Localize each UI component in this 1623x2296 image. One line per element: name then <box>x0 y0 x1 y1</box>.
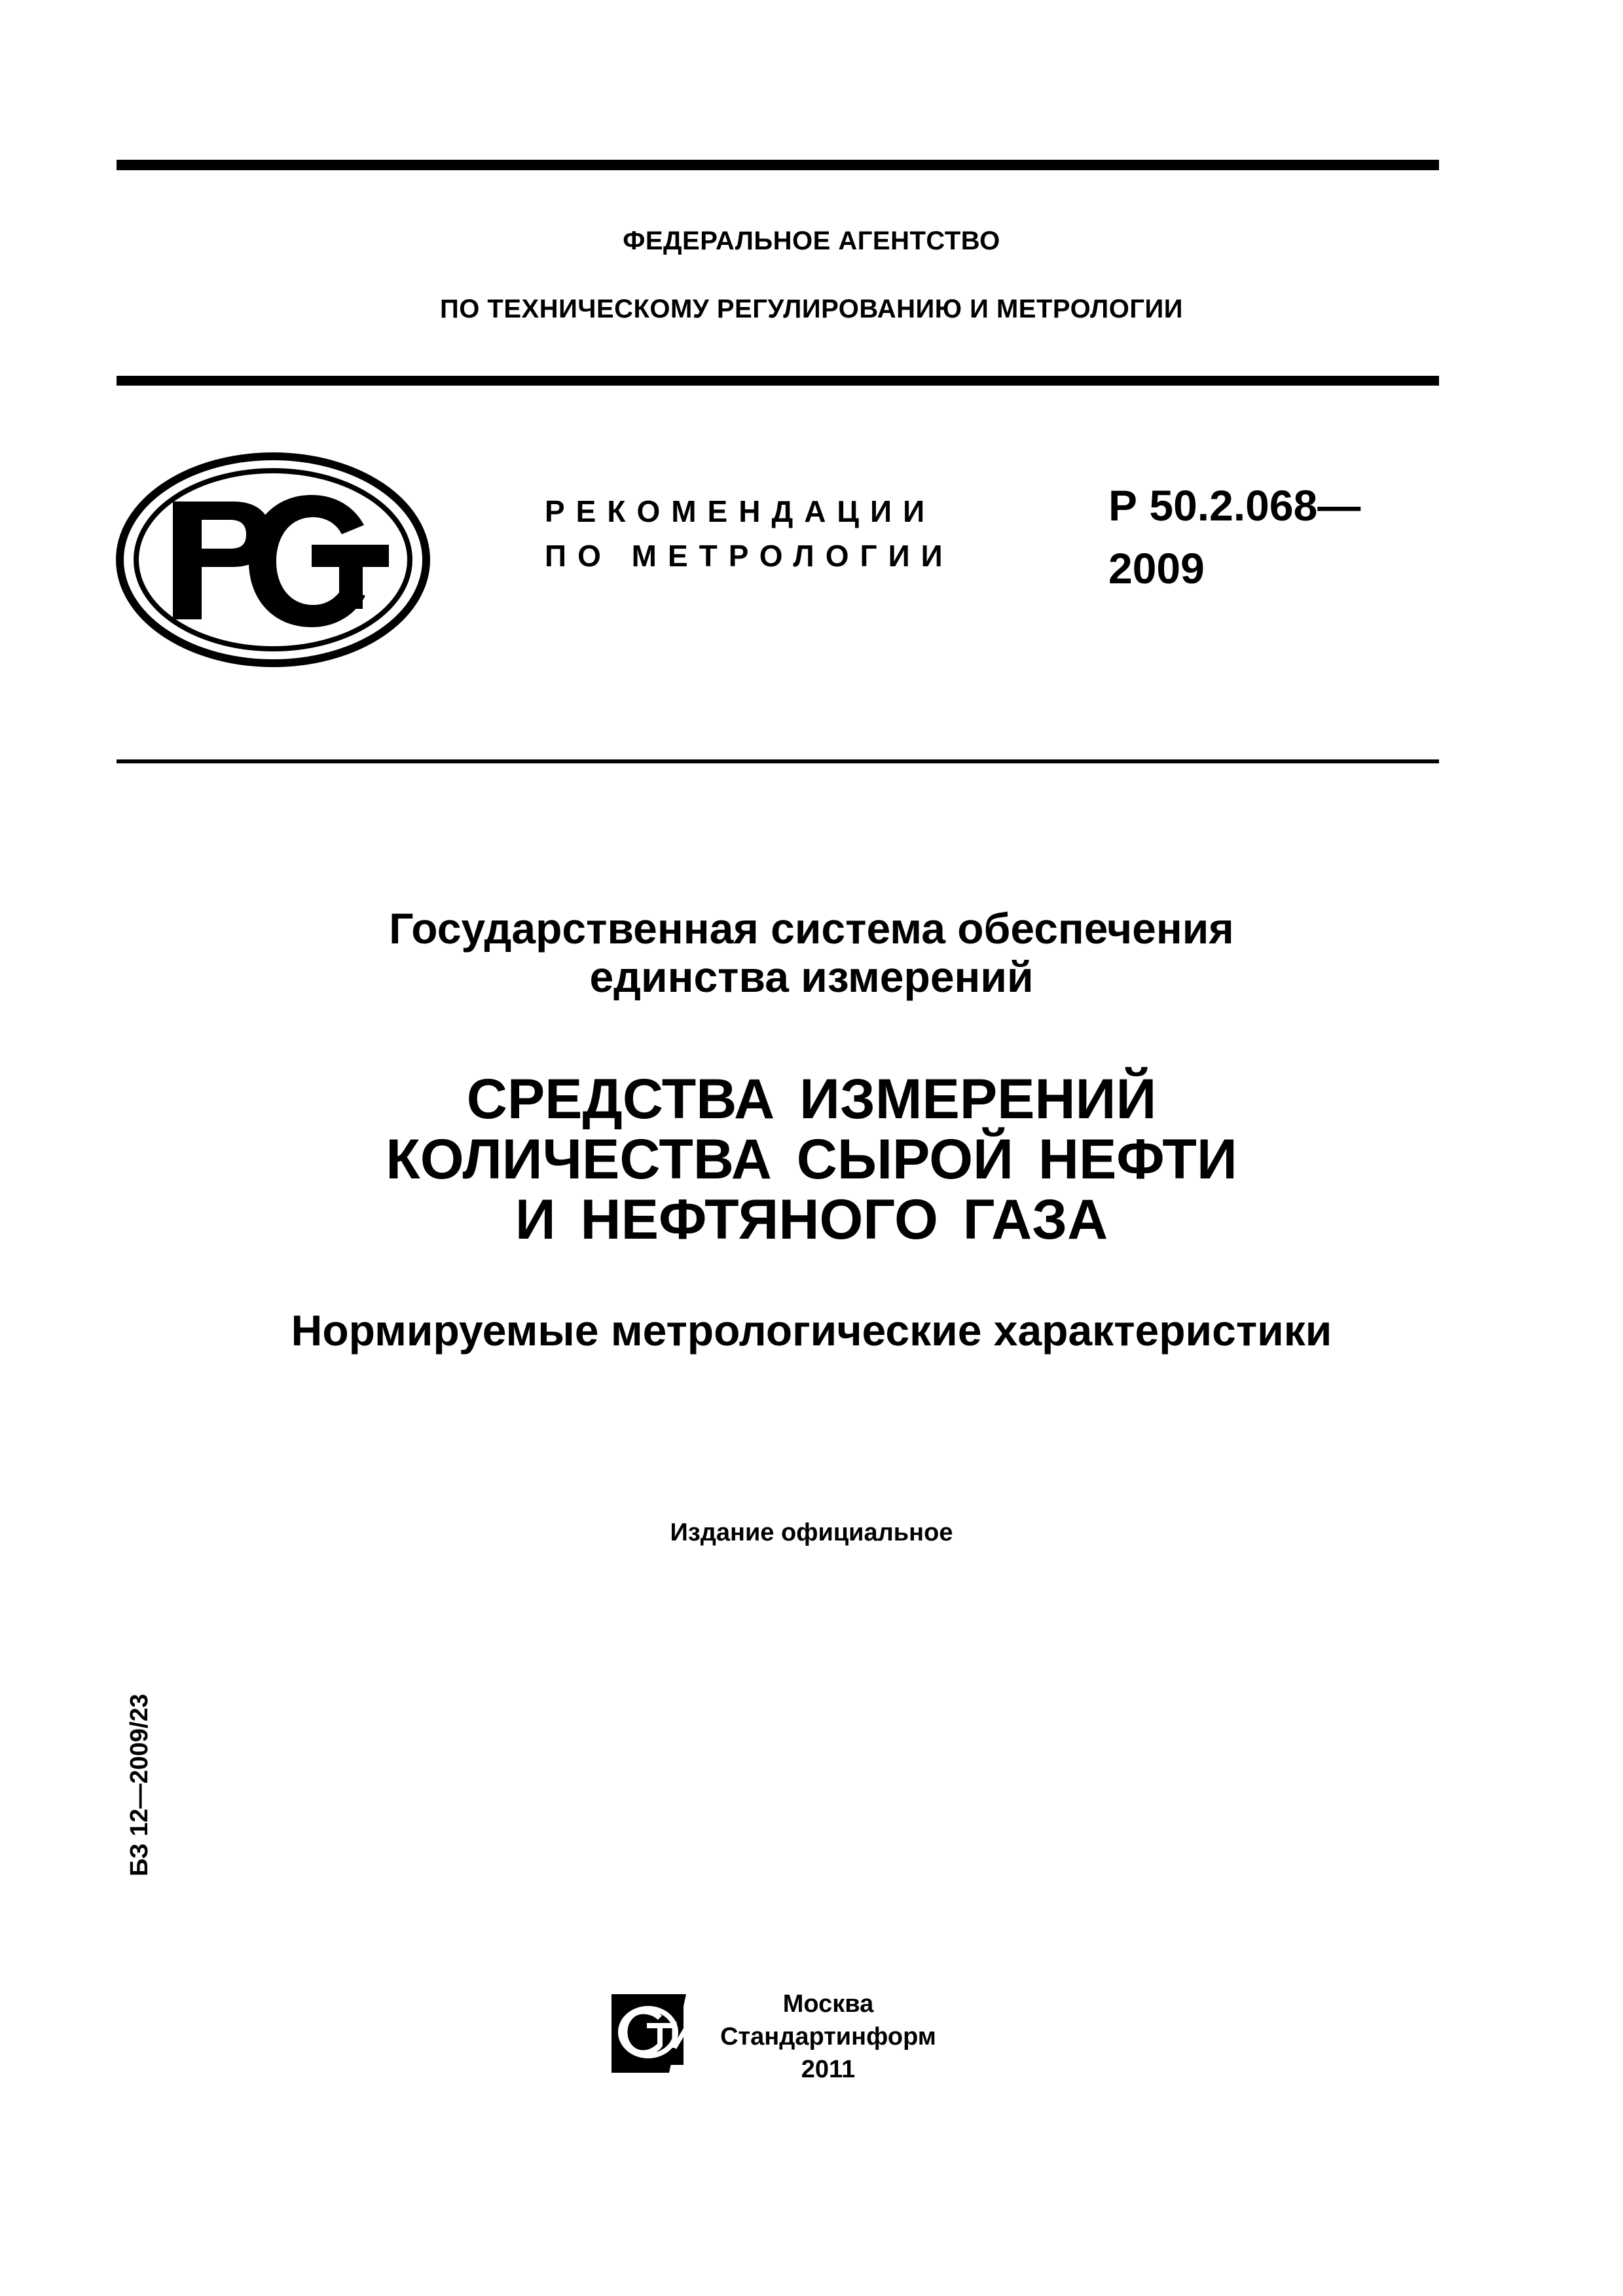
title-divider <box>117 759 1439 763</box>
top-divider <box>117 160 1439 170</box>
gost-logo-icon <box>115 452 431 668</box>
system-title-line-2: единства измерений <box>589 953 1034 1001</box>
header-divider <box>117 376 1439 386</box>
main-title-line-3: И НЕФТЯНОГО ГАЗА <box>515 1188 1108 1251</box>
side-catalog-code: БЗ 12—2009/23 <box>126 1694 153 1876</box>
main-title-line-1: СРЕДСТВА ИЗМЕРЕНИЙ <box>466 1068 1157 1131</box>
subtitle: Нормируемые метрологические характеристики <box>291 1306 1332 1355</box>
agency-line-2: ПО ТЕХНИЧЕСКОМУ РЕГУЛИРОВАНИЮ И МЕТРОЛОГИИ <box>439 295 1184 323</box>
publisher-year: 2011 <box>801 2056 856 2083</box>
document-type-line-1: РЕКОМЕНДАЦИИ <box>545 494 936 528</box>
edition-note: Издание официальное <box>670 1519 953 1546</box>
publisher-logo-icon <box>609 1992 706 2075</box>
publisher-city: Москва <box>782 1990 874 2018</box>
designation-year: 2009 <box>1108 544 1205 592</box>
document-type-line-2: ПО МЕТРОЛОГИИ <box>545 539 954 573</box>
publisher-name: Стандартинформ <box>720 2023 936 2050</box>
agency-line-1: ФЕДЕРАЛЬНОЕ АГЕНТСТВО <box>623 227 1000 255</box>
designation-number: Р 50.2.068— <box>1108 481 1361 530</box>
main-title-line-2: КОЛИЧЕСТВА СЫРОЙ НЕФТИ <box>386 1128 1237 1191</box>
system-title-line-1: Государственная система обеспечения <box>389 904 1234 953</box>
